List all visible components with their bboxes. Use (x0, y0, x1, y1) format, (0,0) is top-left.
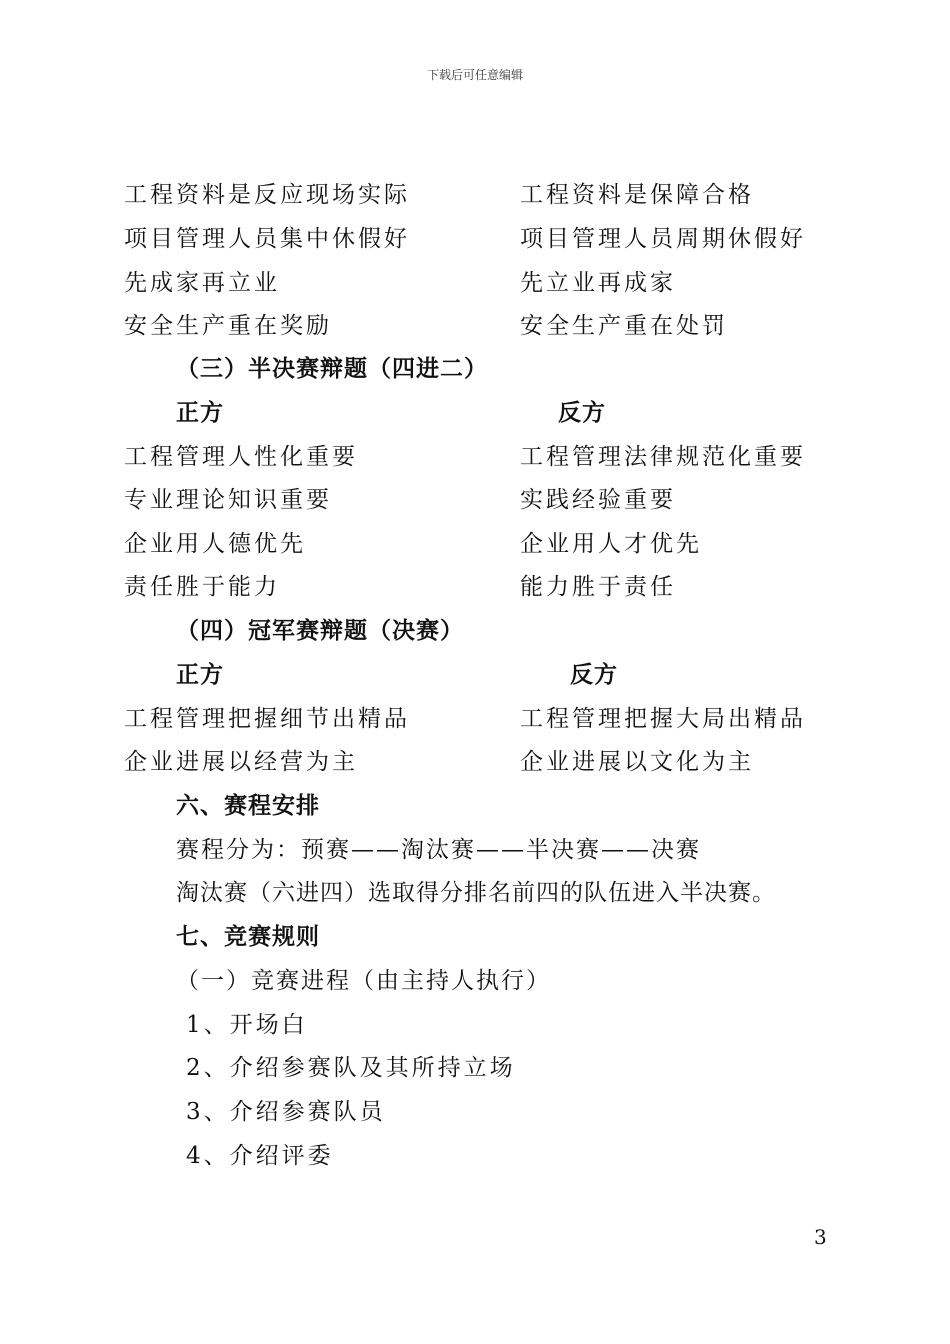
topic-con: 工程资料是保障合格 (520, 182, 754, 208)
topic-con: 实践经验重要 (520, 487, 676, 513)
topic-con: 项目管理人员周期休假好 (520, 226, 806, 252)
topic-con: 能力胜于责任 (520, 574, 676, 600)
topic-pro: 工程管理把握细节出精品 (124, 706, 410, 732)
schedule-text: 赛程分为：预赛——淘汰赛——半决赛——决赛 (176, 837, 701, 863)
final-heading: （四）冠军赛辩题（决赛） (176, 617, 464, 644)
pro-side-label: 正方 (176, 661, 224, 688)
schedule-heading: 六、赛程安排 (176, 792, 320, 819)
rules-list-item: 2、介绍参赛队及其所持立场 (186, 1055, 516, 1081)
topic-pro: 先成家再立业 (124, 270, 280, 296)
topic-con: 企业进展以文化为主 (520, 749, 754, 775)
rules-subheading: （一）竞赛进程（由主持人执行） (176, 968, 551, 994)
rules-heading: 七、竞赛规则 (176, 923, 320, 950)
topic-con: 工程管理法律规范化重要 (520, 444, 806, 470)
topic-pro: 安全生产重在奖励 (124, 313, 332, 339)
topic-pro: 项目管理人员集中休假好 (124, 226, 410, 252)
topic-con: 企业用人才优先 (520, 531, 702, 557)
con-side-label: 反方 (570, 661, 618, 688)
topic-pro: 企业进展以经营为主 (124, 749, 358, 775)
topic-pro: 企业用人德优先 (124, 531, 306, 557)
semifinal-heading: （三）半决赛辩题（四进二） (176, 355, 488, 382)
topic-pro: 工程管理人性化重要 (124, 444, 358, 470)
topic-pro: 工程资料是反应现场实际 (124, 182, 410, 208)
topic-pro: 专业理论知识重要 (124, 487, 332, 513)
page-header: 下载后可任意编辑 (426, 68, 523, 82)
topic-con: 先立业再成家 (520, 270, 676, 296)
pro-side-label: 正方 (176, 399, 224, 426)
page-number: 3 (814, 1225, 827, 1249)
rules-list-item: 3、介绍参赛队员 (186, 1099, 386, 1125)
topic-pro: 责任胜于能力 (124, 574, 280, 600)
topic-con: 工程管理把握大局出精品 (520, 706, 806, 732)
rules-list-item: 1、开场白 (186, 1012, 308, 1038)
topic-con: 安全生产重在处罚 (520, 313, 728, 339)
rules-list-item: 4、介绍评委 (186, 1143, 334, 1169)
schedule-text: 淘汰赛（六进四）选取得分排名前四的队伍进入半决赛。 (176, 880, 776, 906)
con-side-label: 反方 (558, 399, 606, 426)
